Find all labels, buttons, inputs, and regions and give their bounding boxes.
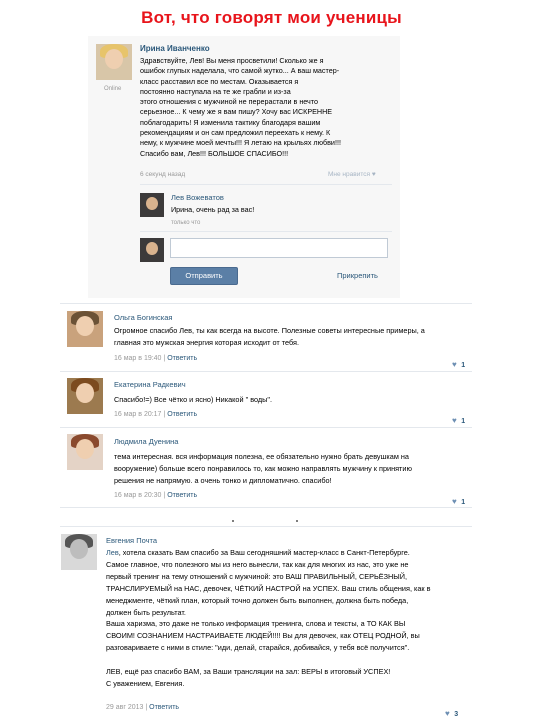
divider <box>140 231 392 232</box>
like-count: 1 <box>461 362 466 369</box>
current-user-avatar <box>140 238 164 262</box>
comment-line: ЛЕВ, ещё раз спасибо ВАМ, за Ваши трансляции на зал: ВЕРЫ в итоговый УСПЕХ! <box>106 667 391 677</box>
comment-author[interactable]: Людмила Дуенина <box>114 437 179 446</box>
online-status: Online <box>104 86 122 92</box>
comment-line: Ваша харизма, это даже не только информация тренинга, слова и тексты, а ТО КАК ВЫ <box>106 619 406 629</box>
comment-line: должен быть результат. <box>106 607 186 617</box>
like-label: Мне нравится <box>328 171 371 178</box>
reply-link[interactable]: Ответить <box>167 411 198 418</box>
post-line: поблагодарить! Я изменила тактику благодаря вашим <box>140 117 321 127</box>
mention-link[interactable]: Лев <box>106 548 119 557</box>
comment-likes[interactable] <box>452 410 465 428</box>
separator-dot <box>232 520 234 522</box>
reply-text: Ирина, очень рад за вас! <box>171 205 255 214</box>
comment-author[interactable]: Ольга Богинская <box>114 313 173 322</box>
comment-line: разговариваете с ними в стиле: "иди, делай, старайся, добивайся, у тебя всё получится". <box>106 643 410 653</box>
comment-line: Лев, хотела сказать Вам спасибо за Ваш сегодняшний мастер-класс в Санкт-Петербурге. <box>106 548 410 557</box>
comment-date[interactable]: 16 мар в 20:17 <box>114 411 162 418</box>
post-author-avatar[interactable] <box>96 44 132 80</box>
comment-line: менеджменте, чёткий план, который точно должен быть выполнен, должна быть победа, <box>106 595 409 605</box>
post-line: этого отношения с мужчиной не перерастали в нечто <box>140 97 319 107</box>
divider <box>60 303 472 304</box>
comment-line: Самое главное, что полезного мы из него вынесли, так как для многих из нас, это уже не <box>106 559 409 569</box>
like-button[interactable] <box>328 171 376 178</box>
divider <box>140 184 392 185</box>
comment-meta: 16 мар в 20:17 | Ответить <box>114 411 198 418</box>
reply-link[interactable]: Ответить <box>167 355 198 362</box>
comment-date[interactable]: 16 мар в 19:40 <box>114 355 162 362</box>
comment-text <box>114 451 474 486</box>
like-count: 3 <box>454 711 459 718</box>
comment-likes[interactable] <box>445 703 458 721</box>
post-time[interactable]: 6 секунд назад <box>140 171 186 178</box>
comment-line: СВОИМ! СОЗНАНИЕМ НАСТРАИВАЕТЕ ЛЮДЕЙ!!!! Вы для девочек, как ОТЕЦ РОДНОЙ, вы <box>106 631 420 641</box>
heart-icon: ♥ <box>371 171 376 178</box>
comment-input[interactable] <box>170 238 388 258</box>
like-count: 1 <box>461 499 466 506</box>
separator-dot <box>296 520 298 522</box>
heart-icon: ♥ <box>452 416 457 425</box>
attach-link[interactable]: Прикрепить <box>337 271 378 280</box>
page-heading: Вот, что говорят мои ученицы <box>141 8 402 27</box>
like-count: 1 <box>461 418 466 425</box>
post-line: серьезное... К чему же я вам пишу? Хочу вас ИСКРЕННЕ <box>140 107 333 117</box>
comment-line: ТРАНСЛИРУЕМЫЙ на НАС, девочек, ЧЁТКИЙ НАСТРОЙ на УСПЕХ. Ваш стиль общения, как в <box>106 583 431 593</box>
comment-text <box>106 547 471 690</box>
comment-likes[interactable] <box>452 354 465 372</box>
reply-time[interactable]: только что <box>171 220 201 226</box>
post-text <box>140 56 395 159</box>
comment-line: первый тренинг на тему отношений с мужчиной: это ВАШ ПРАВИЛЬНЫЙ, СЕРЬЁЗНЫЙ, <box>106 571 408 581</box>
comment-date[interactable]: 16 мар в 20:30 <box>114 492 162 499</box>
send-button[interactable]: Отправить <box>170 267 238 285</box>
reply-link[interactable]: Ответить <box>167 492 198 499</box>
post-line: класс расставил все по местам. Оказывается я <box>140 76 299 86</box>
post-line: постоянно наступала на те же грабли и из-за <box>140 86 291 96</box>
comment-line: главная это мужская энергия которая исходит от тебя. <box>114 337 299 347</box>
post-line: Здравствуйте, Лев! Вы меня просветили! Сколько же я <box>140 56 324 65</box>
reply-author-avatar[interactable] <box>140 193 164 217</box>
heart-icon: ♥ <box>452 360 457 369</box>
comment-line: вооружение) больше всего понравилось то, как можно направлять мужчину к принятию <box>114 463 412 473</box>
comment-line: Спасибо!=) Все чётко и ясно) Никакой " воды". <box>114 395 273 404</box>
comment-line: тема интересная. вся информация полезна, ее обязательно нужно брать девушкам на <box>114 452 409 461</box>
comment-avatar[interactable] <box>61 534 97 570</box>
post-line: нему, к мужчине моей мечты!!! Я летаю на крыльях любви!!! <box>140 138 341 148</box>
comment-meta: 16 мар в 19:40 | Ответить <box>114 355 198 362</box>
comment-text <box>114 394 272 406</box>
comment-meta: 16 мар в 20:30 | Ответить <box>114 492 198 499</box>
comment-avatar[interactable] <box>67 378 103 414</box>
reply-link[interactable]: Ответить <box>149 704 180 711</box>
comment-author[interactable]: Екатерина Радкевич <box>114 380 186 389</box>
post-line: Спасибо вам, Лев!!! БОЛЬШОЕ СПАСИБО!!! <box>140 148 289 158</box>
divider <box>60 507 472 508</box>
comment-author[interactable]: Евгения Почта <box>106 536 158 545</box>
comment-line <box>106 654 471 666</box>
reply-author-name[interactable]: Лев Вожеватов <box>171 193 224 202</box>
divider <box>60 371 472 372</box>
comment-avatar[interactable] <box>67 434 103 470</box>
heart-icon: ♥ <box>452 497 457 506</box>
heart-icon: ♥ <box>445 709 450 718</box>
comment-date[interactable]: 29 авг 2013 <box>106 704 144 711</box>
comment-line: Огромное спасибо Лев, ты как всегда на высоте. Полезные советы интересные примеры, а <box>114 326 425 335</box>
post-line: ошибок глупых наделала, что самой жутко... А ваш мастер- <box>140 66 340 76</box>
post-author-name[interactable]: Ирина Иванченко <box>140 44 210 53</box>
comment-line: решения не напрямую. а очень тонко и дипломатично. спасибо! <box>114 475 332 485</box>
divider <box>60 526 472 527</box>
comment-meta: 29 авг 2013 | Ответить <box>106 704 180 711</box>
divider <box>60 427 472 428</box>
comment-line: С уважением, Евгения. <box>106 678 185 688</box>
comment-avatar[interactable] <box>67 311 103 347</box>
comment-text <box>114 325 474 349</box>
post-line: рекомендациям и он сам предложил переехать к нему. К <box>140 128 331 138</box>
